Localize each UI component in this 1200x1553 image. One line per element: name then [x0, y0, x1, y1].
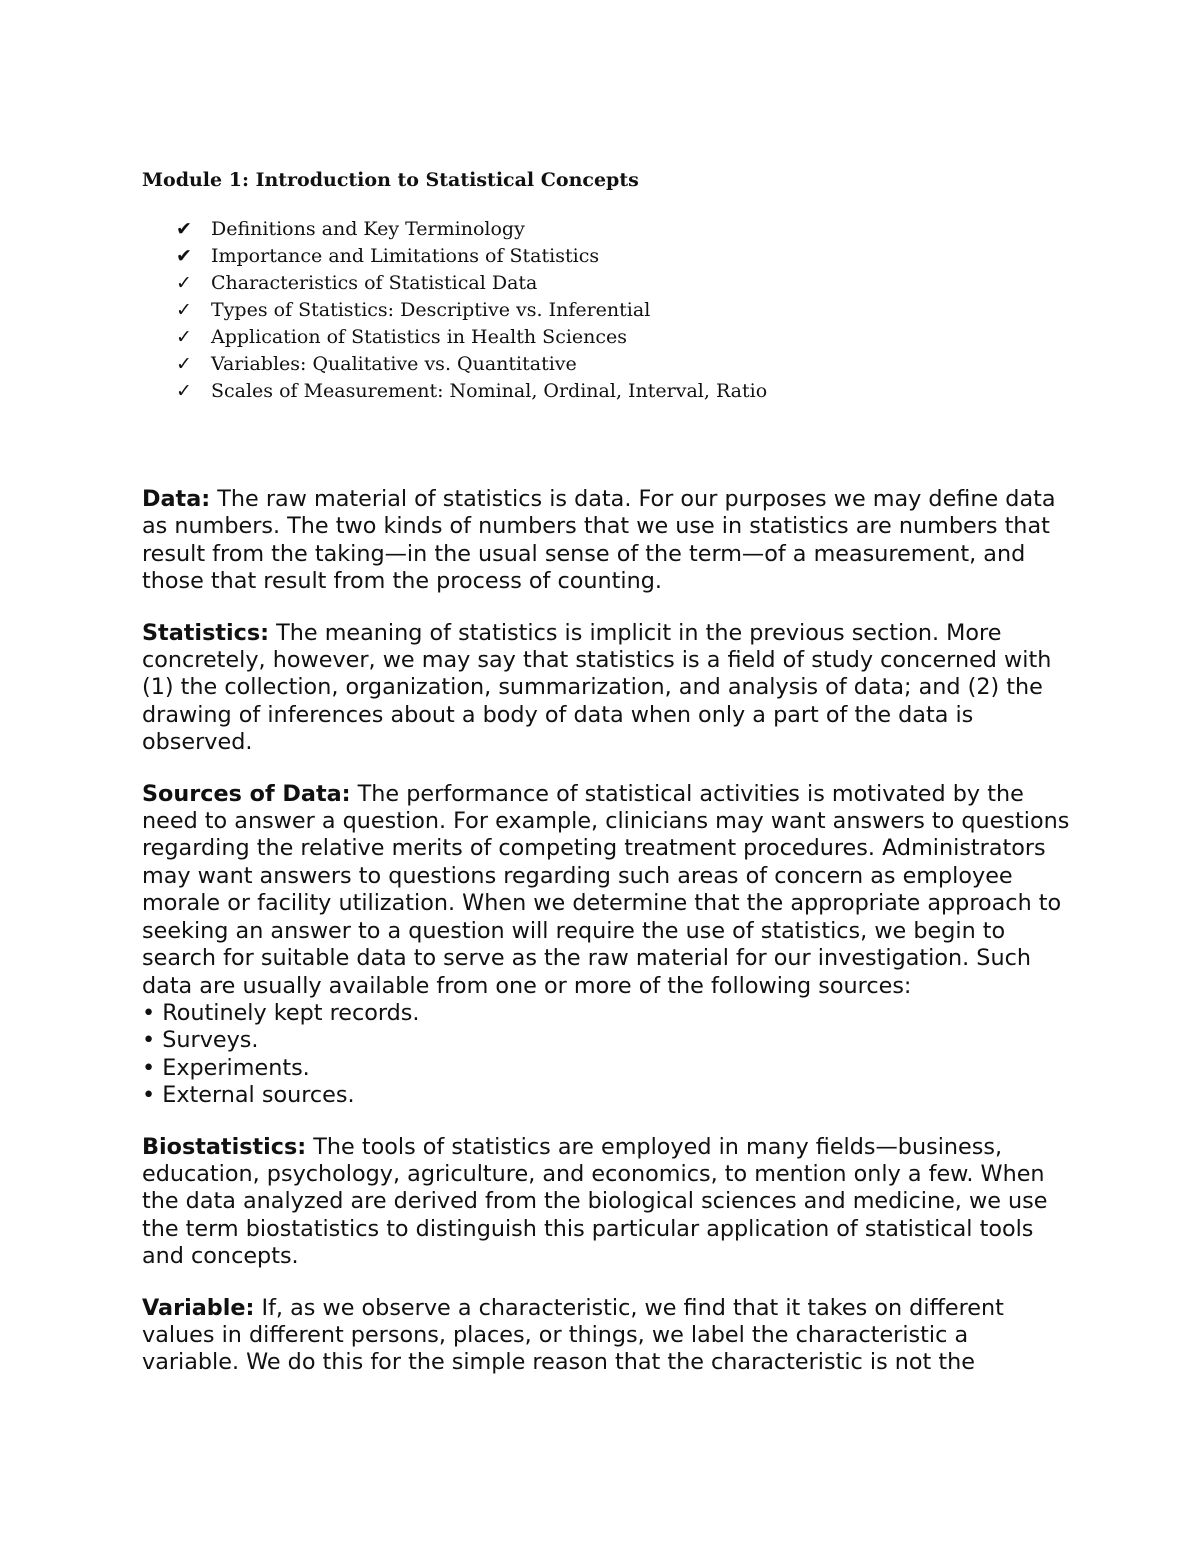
definition-biostatistics [142, 1134, 1072, 1271]
term-label: Statistics: [142, 619, 270, 646]
body-text [142, 486, 1072, 1401]
topic-item [176, 351, 767, 378]
check-icon: ✓ [176, 299, 192, 321]
topic-label: Characteristics of Statistical Data [211, 272, 538, 294]
definition-text: The performance of statistical activities is motivated by the need to answer a question. For example, clinicians may want answers to questions regarding the relative merits of competing treatment procedures. Administrators may want answers to questions regarding such areas of concern as employee morale or facility utilization. When we determine that the appropriate approach to seeking an answer to a question will require the use of statistics, we begin to search for suitable data to serve as the raw material for our investigation. Such data are usually available from one or more of the following sources: [142, 780, 1070, 999]
list-item: • Experiments. [142, 1054, 310, 1081]
check-icon: ✓ [176, 380, 192, 402]
topic-label: Application of Statistics in Health Sciences [211, 326, 628, 348]
list-item: • Routinely kept records. [142, 999, 420, 1026]
topic-checklist [176, 216, 767, 405]
term-label: Variable: [142, 1294, 255, 1321]
definition-data [142, 486, 1072, 596]
definition-text: The raw material of statistics is data. For our purposes we may define data as numbers. The two kinds of numbers that we use in statistics are numbers that result from the taking—in the usual sense of the term—of a measurement, and those that result from the process of counting. [142, 486, 1056, 595]
topic-item [176, 243, 767, 270]
sources-list [142, 1000, 1072, 1110]
definition-variable [142, 1295, 1072, 1377]
topic-label: Variables: Qualitative vs. Quantitative [211, 353, 577, 375]
term-label: Sources of Data: [142, 780, 351, 807]
topic-item [176, 270, 767, 297]
heavy-check-icon: ✔ [176, 218, 192, 240]
definition-text: The tools of statistics are employed in many fields—business, education, psychology, agriculture, and economics, to mention only a few. When the data analyzed are derived from the biological sciences and medicine, we use the term biostatistics to distinguish this particular application of statistical tools and concepts. [142, 1133, 1048, 1270]
definition-text: If, as we observe a characteristic, we find that it takes on different values in different persons, places, or things, we label the characteristic a variable. We do this for the simple reason that the characteristic is not the [142, 1294, 1004, 1376]
definition-statistics [142, 620, 1072, 757]
topic-label: Importance and Limitations of Statistics [211, 245, 600, 267]
module-title: Module 1: Introduction to Statistical Concepts [142, 169, 639, 191]
term-label: Data: [142, 486, 211, 512]
definition-sources-of-data [142, 781, 1072, 1110]
check-icon: ✓ [176, 272, 192, 294]
heavy-check-icon: ✔ [176, 245, 192, 267]
topic-label: Definitions and Key Terminology [211, 218, 525, 240]
list-item: • Surveys. [142, 1027, 259, 1054]
topic-item [176, 297, 767, 324]
definition-text: The meaning of statistics is implicit in the previous section. More concretely, however, we may say that statistics is a field of study concerned with (1) the collection, organization, summarization, and analysis of data; and (2) the drawing of inferences about a body of data when only a part of the data is observed. [142, 619, 1052, 756]
topic-item [176, 324, 767, 351]
topic-label: Scales of Measurement: Nominal, Ordinal, Interval, Ratio [211, 380, 768, 402]
topic-label: Types of Statistics: Descriptive vs. Inferential [211, 299, 651, 321]
list-item: • External sources. [142, 1082, 355, 1109]
term-label: Biostatistics: [142, 1133, 307, 1160]
check-icon: ✓ [176, 326, 192, 348]
check-icon: ✓ [176, 353, 192, 375]
topic-item [176, 216, 767, 243]
topic-item [176, 378, 767, 405]
